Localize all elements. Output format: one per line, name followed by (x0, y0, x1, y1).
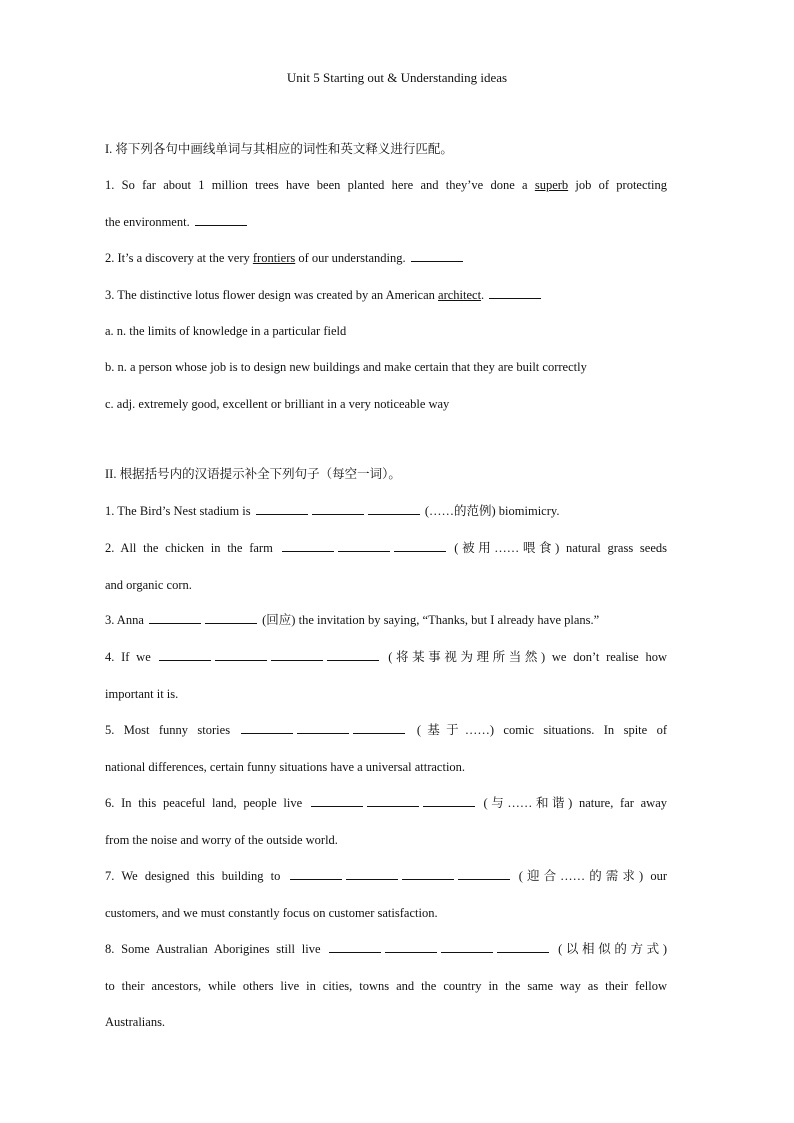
answer-blank[interactable] (290, 868, 342, 880)
s2-item (105, 503, 559, 519)
sentence-text: 1. The Bird’s Nest stadium is (105, 504, 254, 518)
answer-blank[interactable] (423, 795, 475, 807)
section1-heading: I. 将下列各句中画线单词与其相应的词性和英文释义进行匹配。 (105, 142, 453, 156)
answer-blank[interactable] (367, 795, 419, 807)
s2-item-cont: to their ancestors, while others live in cities, towns and the country in the same way as their fellow (105, 979, 667, 993)
sentence-text: (基于……) comic situations. In spite of (407, 723, 667, 737)
s2-item (105, 540, 667, 556)
s1-item2-word: frontiers (252, 251, 296, 265)
s2-item (105, 612, 599, 628)
s1-item2-post: of our understanding. (295, 251, 409, 265)
answer-blank[interactable] (368, 503, 420, 515)
s2-item-cont: customers, and we must constantly focus on customer satisfaction. (105, 906, 438, 920)
answer-blank[interactable] (297, 722, 349, 734)
s1-item3-word: architect (438, 288, 482, 302)
sentence-text: 5. Most funny stories (105, 723, 240, 737)
page-title: Unit 5 Starting out & Understanding ideas (286, 70, 508, 85)
s1-item3-pre: 3. The distinctive lotus flower design was created by an American (105, 288, 439, 302)
section2-heading: II. 根据括号内的汉语提示补全下列句子（每空一词）。 (105, 467, 401, 481)
s1-item2-pre: 2. It’s a discovery at the very (105, 251, 253, 265)
s2-item-cont: national differences, certain funny situations have a universal attraction. (105, 760, 466, 774)
sentence-text: 8. Some Australian Aborigines still live (105, 942, 328, 956)
answer-blank[interactable] (346, 868, 398, 880)
answer-blank[interactable] (385, 941, 437, 953)
s1-item1-cont (105, 214, 249, 230)
answer-blank[interactable] (353, 722, 405, 734)
answer-blank[interactable] (205, 612, 257, 624)
sentence-text: 3. Anna (105, 613, 148, 627)
definition-c: c. adj. extremely good, excellent or brilliant in a very noticeable way (105, 397, 450, 411)
answer-blank[interactable] (195, 214, 247, 226)
answer-blank[interactable] (271, 649, 323, 661)
s1-item1-word: superb (534, 178, 569, 192)
answer-blank[interactable] (327, 649, 379, 661)
s1-item2 (105, 250, 465, 266)
s2-item (105, 722, 667, 738)
answer-blank[interactable] (402, 868, 454, 880)
s1-item1-post: job of protecting (568, 178, 667, 192)
sentence-text: (将某事视为理所当然) we don’t realise how (381, 650, 667, 664)
answer-blank[interactable] (497, 941, 549, 953)
sentence-text: 7. We designed this building to (105, 869, 288, 883)
s1-item1 (105, 177, 667, 193)
s2-item-cont: Australians. (105, 1015, 166, 1029)
s2-item (105, 649, 667, 665)
sentence-text: (以相似的方式) (551, 942, 667, 956)
sentence-text: (回应) the invitation by saying, “Thanks, but I already have plans.” (259, 613, 600, 627)
s1-item1-pre: 1. So far about 1 million trees have been planted here and they’ve done a (105, 178, 535, 192)
s2-item-cont: important it is. (105, 687, 179, 701)
s2-item (105, 941, 667, 957)
sentence-text: 6. In this peaceful land, people live (105, 796, 309, 810)
s1-item3-post: . (481, 288, 488, 302)
s2-item (105, 795, 667, 811)
sentence-text: (……的范例) biomimicry. (421, 504, 560, 518)
answer-blank[interactable] (215, 649, 267, 661)
s1-item1-cont-text: the environment. (105, 215, 193, 229)
sentence-text: (迎合……的需求) our (511, 869, 667, 883)
answer-blank[interactable] (312, 503, 364, 515)
answer-blank[interactable] (338, 540, 390, 552)
definition-b: b. n. a person whose job is to design new buildings and make certain that they are built correctly (105, 360, 587, 374)
sentence-text: 2. All the chicken in the farm (105, 541, 280, 555)
answer-blank[interactable] (149, 612, 201, 624)
answer-blank[interactable] (394, 540, 446, 552)
sentence-text: (与……和谐) nature, far away (476, 796, 667, 810)
answer-blank[interactable] (329, 941, 381, 953)
s1-item3 (105, 287, 543, 303)
sentence-text: (被用……喂食) natural grass seeds (447, 541, 667, 555)
answer-blank[interactable] (458, 868, 510, 880)
answer-blank[interactable] (411, 250, 463, 262)
definition-a: a. n. the limits of knowledge in a particular field (105, 324, 347, 338)
answer-blank[interactable] (159, 649, 211, 661)
answer-blank[interactable] (256, 503, 308, 515)
answer-blank[interactable] (311, 795, 363, 807)
sentence-text: 4. If we (105, 650, 158, 664)
answer-blank[interactable] (241, 722, 293, 734)
answer-blank[interactable] (489, 287, 541, 299)
answer-blank[interactable] (441, 941, 493, 953)
s2-item-cont: and organic corn. (105, 578, 192, 592)
s2-item (105, 868, 667, 884)
s2-item-cont: from the noise and worry of the outside world. (105, 833, 338, 847)
answer-blank[interactable] (282, 540, 334, 552)
